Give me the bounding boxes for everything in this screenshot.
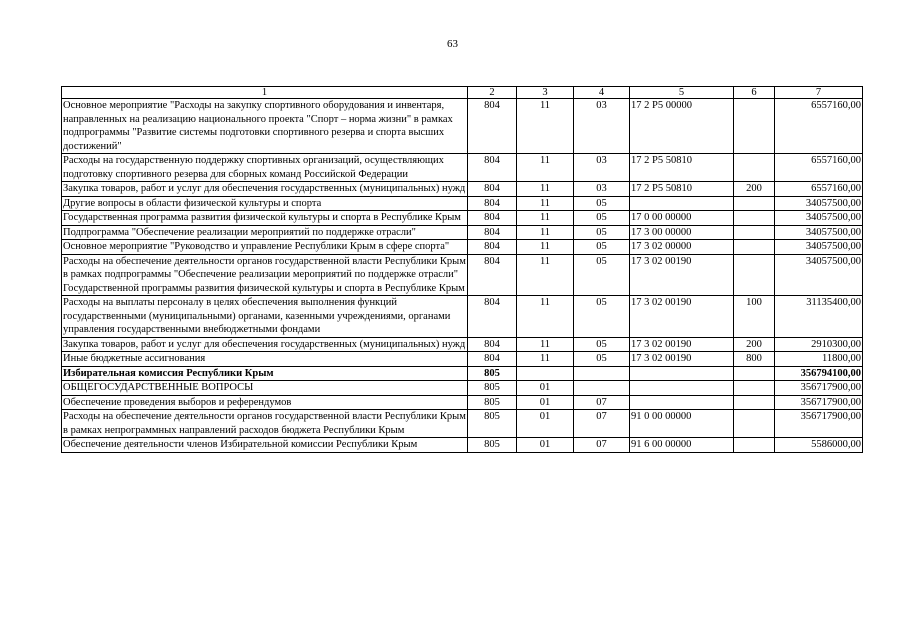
target-article-cell: 17 3 00 00000 xyxy=(630,225,734,240)
target-article-cell: 91 6 00 00000 xyxy=(630,438,734,453)
section-cell: 11 xyxy=(517,296,574,338)
expense-type-cell xyxy=(734,196,775,211)
gr-code-cell: 804 xyxy=(468,296,517,338)
gr-code-cell: 805 xyxy=(468,395,517,410)
gr-code-cell: 804 xyxy=(468,196,517,211)
header-cell: 2 xyxy=(468,87,517,99)
target-article-cell xyxy=(630,196,734,211)
expense-type-cell xyxy=(734,240,775,255)
amount-cell: 2910300,00 xyxy=(775,337,863,352)
subsection-cell xyxy=(574,366,630,381)
amount-cell: 356717900,00 xyxy=(775,410,863,438)
section-cell: 01 xyxy=(517,438,574,453)
table-row xyxy=(62,438,863,453)
target-article-cell xyxy=(630,395,734,410)
gr-code-cell: 804 xyxy=(468,182,517,197)
section-cell: 11 xyxy=(517,254,574,296)
target-article-cell: 17 2 P5 50810 xyxy=(630,154,734,182)
table-row xyxy=(62,395,863,410)
subsection-cell: 05 xyxy=(574,352,630,367)
amount-cell: 356717900,00 xyxy=(775,395,863,410)
subsection-cell: 05 xyxy=(574,211,630,226)
amount-cell: 34057500,00 xyxy=(775,225,863,240)
subsection-cell: 05 xyxy=(574,296,630,338)
amount-cell: 5586000,00 xyxy=(775,438,863,453)
expense-type-cell: 100 xyxy=(734,296,775,338)
target-article-cell: 17 0 00 00000 xyxy=(630,211,734,226)
target-article-cell: 17 2 P5 50810 xyxy=(630,182,734,197)
section-cell: 11 xyxy=(517,182,574,197)
amount-cell: 34057500,00 xyxy=(775,211,863,226)
row-name-cell: Основное мероприятие "Руководство и управление Республики Крым в сфере спорта" xyxy=(62,240,468,255)
subsection-cell: 07 xyxy=(574,395,630,410)
expense-type-cell: 800 xyxy=(734,352,775,367)
section-cell: 11 xyxy=(517,99,574,154)
header-cell: 6 xyxy=(734,87,775,99)
row-name-cell: Расходы на государственную поддержку спортивных организаций, осуществляющих подготовку спортивного резерва для сборных команд Российской Федерации xyxy=(62,154,468,182)
table-row xyxy=(62,182,863,197)
gr-code-cell: 805 xyxy=(468,366,517,381)
subsection-cell: 07 xyxy=(574,410,630,438)
section-cell: 11 xyxy=(517,337,574,352)
subsection-cell: 05 xyxy=(574,225,630,240)
table-header-row xyxy=(62,87,863,99)
gr-code-cell: 804 xyxy=(468,211,517,226)
row-name-cell: ОБЩЕГОСУДАРСТВЕННЫЕ ВОПРОСЫ xyxy=(62,381,468,396)
budget-table xyxy=(61,86,863,453)
gr-code-cell: 805 xyxy=(468,410,517,438)
header-cell: 5 xyxy=(630,87,734,99)
row-name-cell: Другие вопросы в области физической культуры и спорта xyxy=(62,196,468,211)
header-cell: 1 xyxy=(62,87,468,99)
subsection-cell: 07 xyxy=(574,438,630,453)
table-row xyxy=(62,99,863,154)
expense-type-cell xyxy=(734,410,775,438)
expense-type-cell xyxy=(734,438,775,453)
target-article-cell: 17 3 02 00190 xyxy=(630,296,734,338)
section-cell: 11 xyxy=(517,225,574,240)
table-row xyxy=(62,225,863,240)
target-article-cell xyxy=(630,381,734,396)
table-row xyxy=(62,211,863,226)
amount-cell: 6557160,00 xyxy=(775,154,863,182)
amount-cell: 6557160,00 xyxy=(775,99,863,154)
expense-type-cell xyxy=(734,254,775,296)
expense-type-cell xyxy=(734,154,775,182)
subsection-cell: 03 xyxy=(574,154,630,182)
table-row xyxy=(62,366,863,381)
gr-code-cell: 805 xyxy=(468,381,517,396)
amount-cell: 34057500,00 xyxy=(775,240,863,255)
expense-type-cell xyxy=(734,395,775,410)
row-name-cell: Избирательная комиссия Республики Крым xyxy=(62,366,468,381)
section-cell: 11 xyxy=(517,240,574,255)
expense-type-cell xyxy=(734,211,775,226)
row-name-cell: Подпрограмма "Обеспечение реализации мероприятий по поддержке отрасли" xyxy=(62,225,468,240)
table-row xyxy=(62,352,863,367)
table-row xyxy=(62,337,863,352)
target-article-cell: 17 3 02 00000 xyxy=(630,240,734,255)
subsection-cell: 05 xyxy=(574,337,630,352)
table-row xyxy=(62,154,863,182)
row-name-cell: Иные бюджетные ассигнования xyxy=(62,352,468,367)
section-cell: 11 xyxy=(517,196,574,211)
target-article-cell: 17 3 02 00190 xyxy=(630,352,734,367)
amount-cell: 11800,00 xyxy=(775,352,863,367)
subsection-cell: 05 xyxy=(574,196,630,211)
subsection-cell: 03 xyxy=(574,99,630,154)
section-cell: 01 xyxy=(517,395,574,410)
expense-type-cell: 200 xyxy=(734,182,775,197)
table-row xyxy=(62,196,863,211)
expense-type-cell: 200 xyxy=(734,337,775,352)
table-row xyxy=(62,410,863,438)
row-name-cell: Государственная программа развития физической культуры и спорта в Республике Крым xyxy=(62,211,468,226)
row-name-cell: Расходы на обеспечение деятельности органов государственной власти Республики Крым в рамках подпрограммы "Обеспечение реализации мероприятий по поддержке отрасли" Государственной программы развития физической культуры и спорта в Республике Крым xyxy=(63,255,466,294)
amount-cell: 356717900,00 xyxy=(775,381,863,396)
expense-type-cell xyxy=(734,225,775,240)
page-number: 63 xyxy=(447,38,458,50)
section-cell: 01 xyxy=(517,381,574,396)
section-cell: 11 xyxy=(517,154,574,182)
row-name-cell: Закупка товаров, работ и услуг для обеспечения государственных (муниципальных) нужд xyxy=(62,337,468,352)
row-name-cell: Основное мероприятие "Расходы на закупку спортивного оборудования и инвентаря, направленных на реализацию национального проекта "Спорт – норма жизни" в рамках подпрограммы "Развитие системы подготовки спортивного резерва и спорта высших достижений" xyxy=(62,99,468,154)
table-row xyxy=(62,381,863,396)
table-row xyxy=(62,240,863,255)
amount-cell: 356794100,00 xyxy=(775,366,863,381)
section-cell xyxy=(517,366,574,381)
gr-code-cell: 804 xyxy=(468,154,517,182)
gr-code-cell: 804 xyxy=(468,337,517,352)
target-article-cell: 91 0 00 00000 xyxy=(630,410,734,438)
amount-cell: 31135400,00 xyxy=(775,296,863,338)
row-name-cell: Обеспечение проведения выборов и референдумов xyxy=(62,395,468,410)
amount-cell: 34057500,00 xyxy=(775,196,863,211)
gr-code-cell: 804 xyxy=(468,240,517,255)
gr-code-cell: 804 xyxy=(468,99,517,154)
target-article-cell: 17 3 02 00190 xyxy=(630,254,734,296)
amount-cell: 6557160,00 xyxy=(775,182,863,197)
target-article-cell: 17 3 02 00190 xyxy=(630,337,734,352)
gr-code-cell: 805 xyxy=(468,438,517,453)
header-cell: 3 xyxy=(517,87,574,99)
subsection-cell: 05 xyxy=(574,240,630,255)
subsection-cell xyxy=(574,381,630,396)
row-name-cell: Закупка товаров, работ и услуг для обеспечения государственных (муниципальных) нужд xyxy=(62,182,468,197)
expense-type-cell xyxy=(734,99,775,154)
row-name-cell: Обеспечение деятельности членов Избирательной комиссии Республики Крым xyxy=(62,438,468,453)
gr-code-cell: 804 xyxy=(468,352,517,367)
target-article-cell: 17 2 P5 00000 xyxy=(630,99,734,154)
subsection-cell: 03 xyxy=(574,182,630,197)
expense-type-cell xyxy=(734,381,775,396)
subsection-cell: 05 xyxy=(574,254,630,296)
amount-cell: 34057500,00 xyxy=(775,254,863,296)
expense-type-cell xyxy=(734,366,775,381)
row-name-cell: Расходы на выплаты персоналу в целях обеспечения выполнения функций государственными (муниципальными) органами, казенными учреждениями, органами управления государственными внебюджетными фондами xyxy=(62,296,468,338)
header-cell: 7 xyxy=(775,87,863,99)
table-row xyxy=(62,296,863,338)
section-cell: 11 xyxy=(517,352,574,367)
row-name-cell: Расходы на обеспечение деятельности органов государственной власти Республики Крым в рамках непрограммных направлений расходов бюджета Республики Крым xyxy=(63,411,466,436)
section-cell: 11 xyxy=(517,211,574,226)
target-article-cell xyxy=(630,366,734,381)
table-row xyxy=(62,254,863,296)
gr-code-cell: 804 xyxy=(468,254,517,296)
header-cell: 4 xyxy=(574,87,630,99)
gr-code-cell: 804 xyxy=(468,225,517,240)
section-cell: 01 xyxy=(517,410,574,438)
